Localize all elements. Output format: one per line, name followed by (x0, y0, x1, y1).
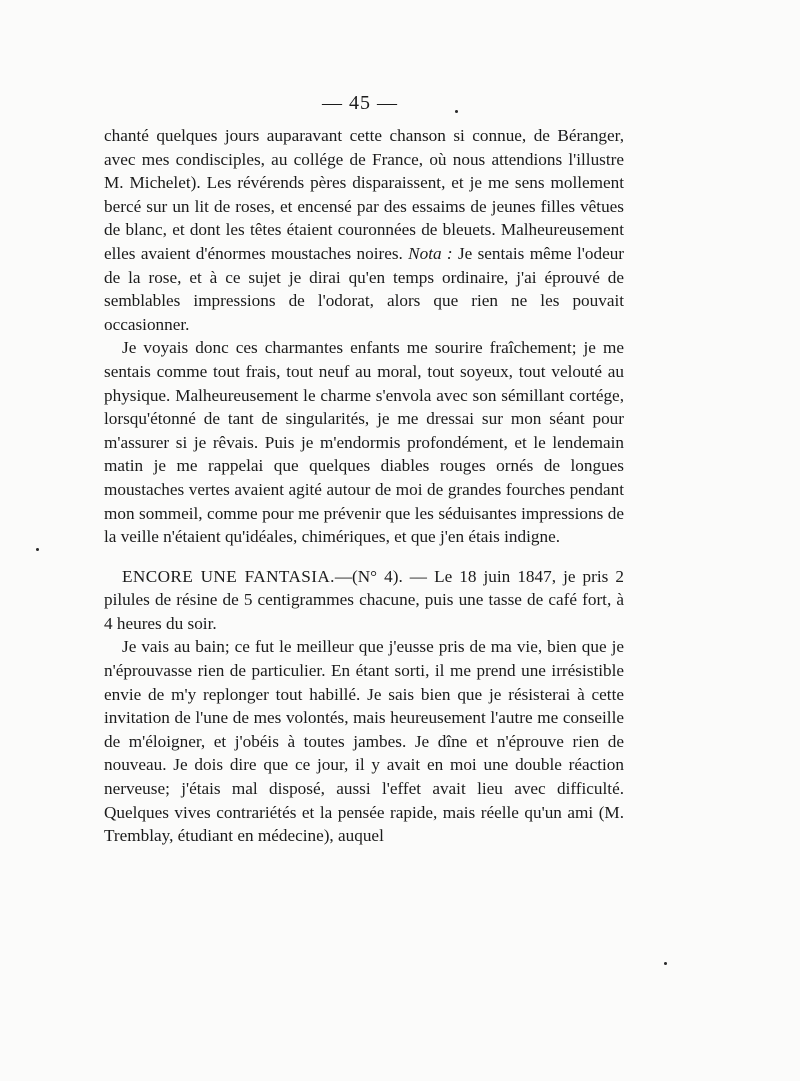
print-speck (455, 110, 458, 113)
nota-label: Nota : (408, 243, 453, 263)
paragraph-3-text: —(N° 4). — Le 18 juin 1847, je pris 2 pilules de résine de 5 centigrammes chacune, puis une tasse de café fort, à 4 heures du soir. (104, 566, 624, 633)
paragraph-4: Je vais au bain; ce fut le meilleur que j'eusse pris de ma vie, bien que je n'éprouvasse rien de particulier. En étant sorti, il me prend une irrésistible envie de m'y replonger tout habillé. Je sais bien que je résisterai à cette invitation de l'une de mes volontés, mais heureusement l'autre me conseille de m'éloigner, et j'obéis à toutes jambes. Je dîne et n'éprouve rien de nouveau. Je dois dire que ce jour, il y avait en moi une double réaction nerveuse; j'étais mal disposé, aussi l'effet avait lieu avec difficulté. Quelques vives contrariétés et la pensée rapide, mais réelle qu'un ami (M. Tremblay, étudiant en médecine), auquel (104, 637, 624, 846)
print-speck (664, 962, 667, 965)
paragraph-2: Je voyais donc ces charmantes enfants me sourire fraîchement; je me sentais comme tout frais, tout neuf au moral, tout soyeux, tout velouté au physique. Malheureusement le charme s'envola avec son sémillant cortége, lorsqu'étonné de tant de singularités, je me dressai sur mon séant pour m'assurer si je rêvais. Puis je m'endormis profondément, et le lendemain matin je me rappelai que quelques diables rouges ornés de longues moustaches vertes avaient agité autour de moi de grandes fourches pendant mon sommeil, comme pour me prévenir que les séduisantes impressions de la veille n'étaient qu'idéales, chimériques, et que j'en étais indigne. (104, 338, 624, 547)
page-number: — 45 — (322, 92, 398, 114)
paragraph-3 (104, 565, 624, 636)
print-speck (36, 548, 39, 551)
paragraph-1-continuation: Je sentais même l'odeur de la rose, et à ce sujet je dirai qu'en temps ordinaire, j'ai éprouvé de semblables impressions de l'odorat, alors que rien ne les pouvait occasionner. (104, 243, 625, 334)
body-text (104, 124, 624, 848)
paragraph-1-text: chanté quelques jours auparavant cette chanson si connue, de Béranger, avec mes condisciples, au collége de France, où nous attendions l'illustre M. Michelet). Les révérends pères disparaissent, et je me sens mollement bercé sur un lit de roses, et encensé par des essaims de jeunes filles vêtues de blanc, et dont les têtes étaient couronnées de bleuets. Malheureusement elles avaient d'énormes moustaches noires. (104, 126, 624, 263)
section-heading: ENCORE UNE FANTASIA. (122, 566, 335, 586)
paragraph-1 (104, 124, 624, 336)
